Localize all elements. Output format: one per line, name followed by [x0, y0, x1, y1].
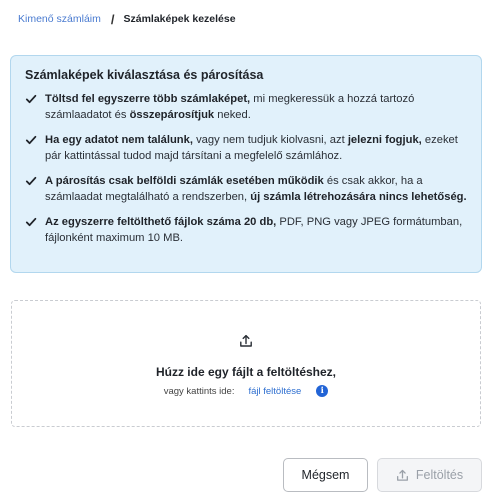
info-list-item-text	[45, 91, 467, 123]
cancel-button[interactable]: Mégsem	[283, 458, 368, 492]
breadcrumb-current-page: Számlaképek kezelése	[123, 13, 236, 25]
info-text-regular: neked.	[214, 109, 251, 121]
info-list-item-text	[45, 132, 467, 164]
info-list-item-text	[45, 173, 467, 205]
upload-icon	[239, 334, 253, 348]
info-list	[25, 91, 467, 246]
checkmark-icon	[25, 93, 39, 105]
info-text-bold: új számla létrehozására nincs lehetőség.	[250, 191, 467, 203]
info-list-item	[25, 214, 467, 246]
breadcrumb-separator: /	[110, 11, 115, 27]
checkmark-icon	[25, 134, 39, 146]
info-text-regular: PDF, PNG vagy JPEG formátumban, fájlonként maximum 10 MB.	[45, 216, 463, 244]
info-text-regular: ezeket pár kattintással tudod majd társítani a megfelelő számlához.	[45, 134, 458, 162]
info-box-title: Számlaképek kiválasztása és párosítása	[25, 68, 264, 82]
info-text-regular: vagy nem tudjuk kiolvasni, azt	[192, 134, 348, 146]
info-list-item	[25, 132, 467, 164]
upload-button[interactable]	[377, 458, 482, 492]
file-dropzone[interactable]	[11, 300, 481, 427]
dropzone-title: Húzz ide egy fájlt a feltöltéshez,	[155, 365, 337, 379]
info-list-item	[25, 173, 467, 205]
upload-button-label: Feltöltés	[415, 468, 464, 482]
checkmark-icon	[25, 175, 39, 187]
info-list-item	[25, 91, 467, 123]
dropzone-subtext: vagy kattints ide:	[163, 385, 235, 397]
info-box	[10, 55, 482, 273]
info-icon[interactable]: i	[316, 385, 328, 397]
info-text-bold: A párosítás csak belföldi számlák esetében működik	[45, 175, 324, 187]
info-text-regular: mi megkeressük a hozzá tartozó számlaadatot és	[45, 93, 415, 121]
file-upload-link[interactable]: fájl feltöltése	[248, 385, 302, 397]
info-text-bold: Töltsd fel egyszerre több számlaképet,	[45, 93, 251, 105]
info-text-bold: jelezni fogjuk,	[347, 134, 422, 146]
info-text-bold: összepárosítjuk	[129, 109, 215, 121]
breadcrumb	[18, 11, 236, 27]
info-text-regular: és csak akkor, ha a számlaadat megtalálható a rendszerben,	[45, 175, 423, 203]
checkmark-icon	[25, 216, 39, 228]
info-text-bold: Ha egy adatot nem találunk,	[45, 134, 193, 146]
info-text-bold: Az egyszerre feltölthető fájlok száma 20 db,	[45, 216, 277, 228]
breadcrumb-link-kimeno-szamlaim[interactable]: Kimenő számláim	[18, 13, 101, 25]
dropzone-subtext-row	[164, 385, 329, 397]
upload-icon	[396, 469, 409, 482]
info-list-item-text	[45, 214, 467, 246]
